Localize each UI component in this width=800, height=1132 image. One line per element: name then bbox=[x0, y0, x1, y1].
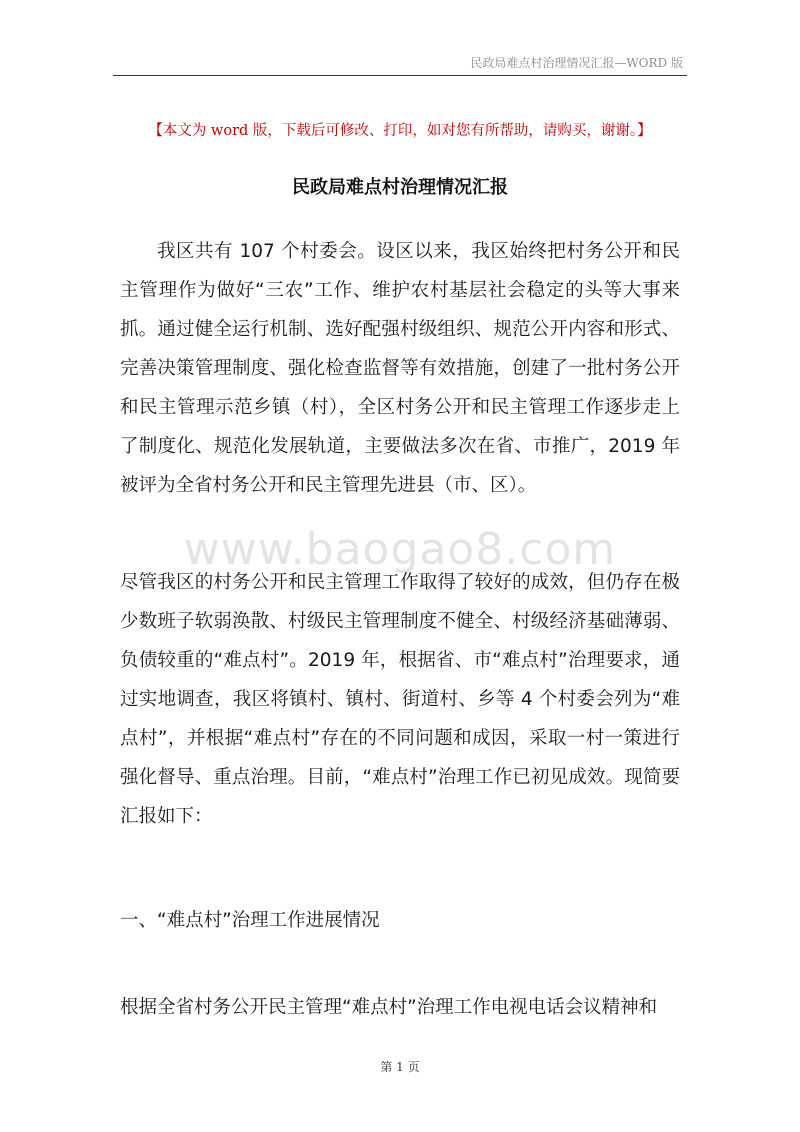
paragraph-intro: 我区共有 107 个村委会。设区以来，我区始终把村务公开和民主管理作为做好“三农”工作、维护农村基层社会稳定的头等大事来抓。通过健全运行机制、选好配强村级组织、规范公开内容和形式、完善决策管理制度、强化检查监督等有效措施，创建了一批村务公开和民主管理示范乡镇（村），全区村务公开和民主管理工作逐步走上了制度化、规范化发展轨道，主要做法多次在省、市推广，2019 年被评为全省村务公开和民主管理先进县（市、区）。 bbox=[120, 241, 680, 496]
header-divider bbox=[113, 75, 687, 76]
paragraph-section-1-start: 根据全省村务公开民主管理“难点村”治理工作电视电话会议精神和 bbox=[120, 997, 658, 1018]
page-number: 第 1 页 bbox=[380, 1060, 420, 1074]
running-header: 民政局难点村治理情况汇报—WORD 版 bbox=[470, 56, 683, 70]
document-title: 民政局难点村治理情况汇报 bbox=[292, 177, 508, 198]
purchase-notice: 【本文为 word 版，下载后可修改、打印，如对您有所帮助，请购买，谢谢。】 bbox=[148, 123, 652, 139]
section-heading-1: 一、“难点村”治理工作进展情况 bbox=[120, 910, 380, 931]
watermark: www.baogao8.com bbox=[183, 524, 617, 575]
paragraph-difficult-villages: 尽管我区的村务公开和民主管理工作取得了较好的成效，但仍存在极少数班子软弱涣散、村级民主管理制度不健全、村级经济基础薄弱、负债较重的“难点村”。2019 年，根据省、市“难点村”治理要求，通过实地调查，我区将镇村、镇村、街道村、乡等 4 个村委会列为“难点村”，并根据“难点村”存在的不同问题和成因，采取一村一策进行强化督导、重点治理。目前，“难点村”治理工作已初见成效。现简要汇报如下： bbox=[120, 572, 680, 827]
